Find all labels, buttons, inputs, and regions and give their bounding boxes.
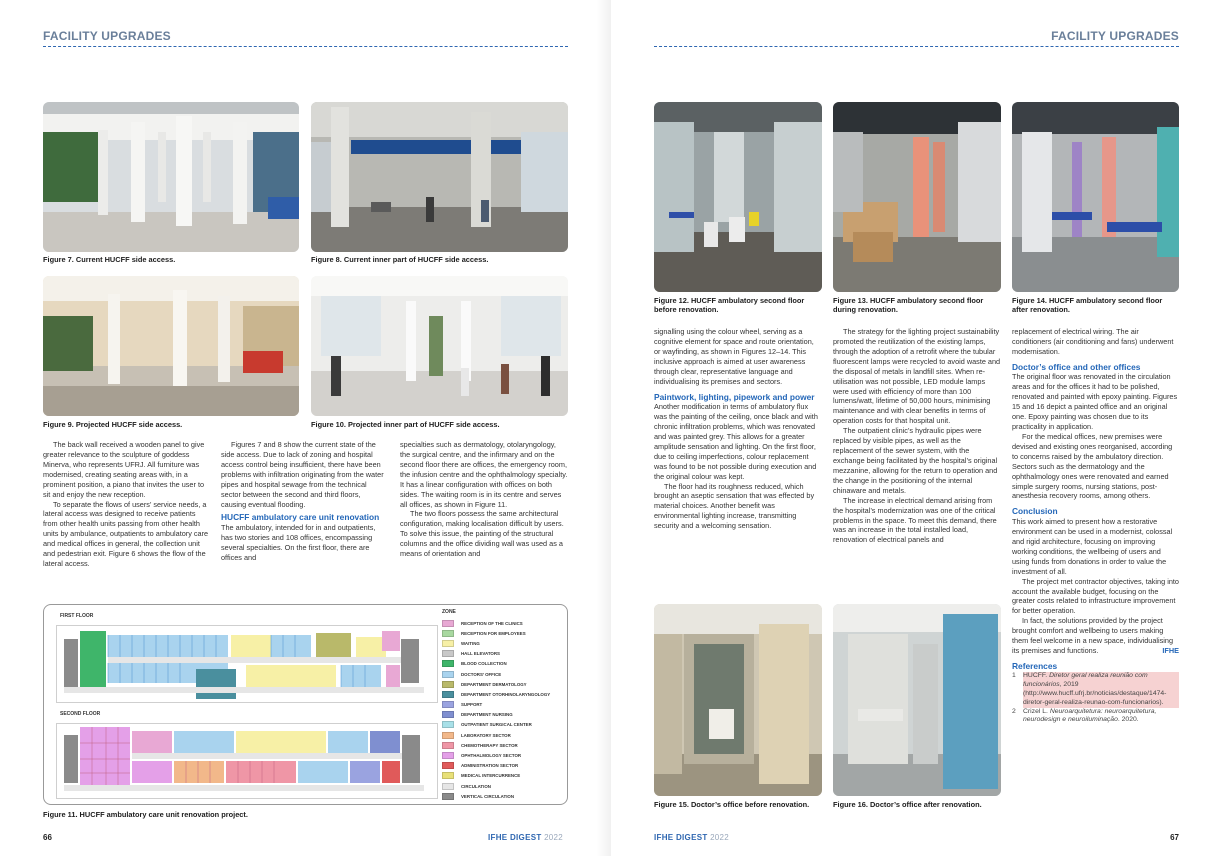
reference-item [1012, 708, 1179, 726]
figure-9-photo [43, 276, 299, 416]
legend-title: ZONE [442, 609, 456, 615]
paragraph: The two floors possess the same architectural configuration, making localisation difficult by users. To solve this issue, the painting of the structural columns and the office dividing wall was used as a means of orientation and [400, 509, 564, 559]
legend-label: BLOOD COLLECTION [461, 661, 507, 667]
section-heading: Conclusion [1012, 506, 1058, 517]
legend-row [442, 618, 567, 628]
paragraph [1012, 616, 1179, 656]
legend-label: DOCTORS’ OFFICE [461, 671, 502, 677]
figure-12-caption: Figure 12. HUCFF ambulatory second floor before renovation. [654, 296, 805, 315]
legend-row [442, 740, 567, 750]
section-title: FACILITY UPGRADES [1051, 29, 1179, 43]
figure-11-caption: Figure 11. HUCFF ambulatory care unit renovation project. [43, 810, 248, 819]
legend-row [442, 628, 567, 638]
legend-swatch [442, 772, 454, 779]
reference-details: , 2019 (http://www.hucff.ufrj.br/noticias/destaque/1474-diretor-geral-realiza-reunao-com-funcionarios). [1023, 680, 1167, 706]
legend-label: DEPARTMENT OTORHINOLARYNGOLOGY [461, 691, 551, 697]
legend-swatch [442, 742, 454, 749]
paragraph: This work aimed to present how a restorative environment can be used in a modernist, colossal and rigid architecture, focusing on improving working conditions, the wellbeing of users and using funds from donations in order to value the investment of all. [1012, 517, 1173, 576]
legend-swatch [442, 620, 454, 627]
zone-legend [442, 609, 567, 801]
legend-row [442, 791, 567, 801]
legend-row [442, 761, 567, 771]
page-number-left: 66 [43, 833, 52, 842]
right-column-1 [654, 327, 822, 531]
legend-swatch [442, 721, 454, 728]
figure-15-caption: Figure 15. Doctor’s office before renovation. [654, 800, 810, 809]
figure-7-photo [43, 102, 299, 252]
footer-brand-right [654, 833, 729, 842]
footer-brand-left [488, 833, 563, 842]
section-heading: Doctor’s office and other offices [1012, 361, 1141, 372]
legend-swatch [442, 711, 454, 718]
figure-10-photo [311, 276, 568, 416]
right-page [611, 0, 1222, 856]
legend-swatch [442, 660, 454, 667]
figure-8-caption: Figure 8. Current inner part of HUCFF side access. [311, 255, 489, 264]
legend-row [442, 689, 567, 699]
legend-row [442, 638, 567, 648]
legend-label: HALL ELEVATORS [461, 651, 500, 657]
legend-swatch [442, 783, 454, 790]
paragraph: Another modification in terms of ambulatory flux was the painting of the ceiling, once black and with chronic infiltration problems, which was renovated and was painted grey. This allows for a greater amplitude sensation and lighting. On the first floor, due to ceiling imperfections, colour replacement was found to be not possible during execution and the original colour was kept. [654, 402, 818, 481]
brand-year: 2022 [544, 833, 564, 842]
figure-11-floor-plan [43, 604, 568, 805]
reference-title: Neuroarquitetura: neuroarquitetura, neurodesign e neuroiluminação [1023, 707, 1157, 724]
figure-12-photo [654, 102, 822, 292]
legend-label: OPHTHALMOLOGY SECTOR [461, 753, 522, 759]
legend-row [442, 781, 567, 791]
figure-7-caption: Figure 7. Current HUCFF side access. [43, 255, 176, 264]
legend-swatch [442, 701, 454, 708]
paragraph: The ambulatory, intended for in and outpatients, has two stories and 108 offices, encompassing several specialties. On the first floor, there are offices and [221, 523, 376, 562]
references [1012, 662, 1179, 725]
paragraph-text: In fact, the solutions provided by the project brought comfort and wellbeing to users making them feel welcome in a new space, individualising its premises and functions. [1012, 616, 1174, 656]
section-title: FACILITY UPGRADES [43, 29, 171, 43]
legend-row [442, 700, 567, 710]
legend-row [442, 730, 567, 740]
legend-swatch [442, 793, 454, 800]
reference-text[interactable] [1023, 672, 1179, 708]
legend-label: ADMINISTRATION SECTOR [461, 763, 519, 769]
left-column-2 [221, 440, 387, 563]
legend-swatch [442, 630, 454, 637]
legend-label: SUPPORT [461, 702, 483, 708]
legend-label: DEPARTMENT DERMATOLOGY [461, 681, 527, 687]
first-floor-plan [56, 625, 438, 703]
paragraph: The increase in electrical demand arising from the hospital’s modernization was one of the critical problems in the space. To meet this demand, there was an increase in the total installed load, renovation of electrical panels and [833, 495, 997, 545]
references-heading: References [1012, 660, 1058, 671]
reference-text [1023, 708, 1179, 726]
article-signature: IFHE [1162, 646, 1179, 656]
figure-10-caption: Figure 10. Projected inner part of HUCFF side access. [311, 420, 500, 429]
paragraph: The project met contractor objectives, taking into account the available budget, focusing on the greater costs related to infrastructure improvement for better operation. [1012, 576, 1179, 616]
figure-8-photo [311, 102, 568, 252]
figure-15-photo [654, 604, 822, 796]
legend-swatch [442, 752, 454, 759]
legend-swatch [442, 640, 454, 647]
legend-swatch [442, 691, 454, 698]
header-rule [43, 46, 568, 47]
paragraph: The back wall received a wooden panel to give greater relevance to the sculpture of goddess Minerva, who represents UFRJ. All furniture was modernised, creating seating areas with, in a prominent position, a piano that invites the user to sit and enjoy the new reception. [43, 440, 205, 499]
legend-row [442, 669, 567, 679]
reference-details: . 2020. [1117, 716, 1139, 724]
section-heading: HUCFF ambulatory care unit renovation [221, 512, 380, 523]
paragraph: signalling using the colour wheel, serving as a cognitive element for space and route orientation, or wayfinding, as shown in Figures 12–14. This inclusive approach is aimed at user awareness through clear, representative language and individualising its premises and sectors. [654, 327, 814, 386]
paragraph: The original floor was renovated in the circulation areas and for the offices it had to be polished, renovated and painted with epoxy painting. Figures 15 and 16 depict a painted office and an original one. Epoxy painting was chosen due to its practicality in application. [1012, 372, 1178, 432]
paragraph: To separate the flows of users’ service needs, a lateral access was designed to receive patients from other health units passing from other health units by ambulance, outpatients to ambulatory care and medical offices in general, the collection unit and pedestrian exit. Figure 6 shows the flow of the lateral access. [43, 499, 209, 569]
paragraph: replacement of electrical wiring. The air conditioners (air conditioning and fans) underwent modernisation. [1012, 327, 1174, 356]
figure-9-caption: Figure 9. Projected HUCFF side access. [43, 420, 183, 429]
brand-name: IFHE DIGEST [488, 833, 542, 842]
legend-row [442, 771, 567, 781]
legend-swatch [442, 650, 454, 657]
brand-name: IFHE DIGEST [654, 833, 708, 842]
legend-swatch [442, 762, 454, 769]
paragraph: The floor had its roughness reduced, which brought an aseptic sensation that was effected by material choices. Another benefit was environmental lighting increase, transmitting security and a welcoming sensation. [654, 481, 815, 531]
reference-title: Diretor geral realiza reunião com funcionários [1023, 671, 1148, 688]
figure-13-caption: Figure 13. HUCFF ambulatory second floor during renovation. [833, 296, 984, 315]
first-floor-label: FIRST FLOOR [60, 613, 94, 619]
legend-row [442, 720, 567, 730]
legend-label: LABORATORY SECTOR [461, 732, 511, 738]
header-rule [654, 46, 1179, 47]
legend-label: OUTPATIENT SURGICAL CENTER [461, 722, 532, 728]
reference-author: Crizel L. [1023, 707, 1050, 715]
figure-14-caption: Figure 14. HUCFF ambulatory second floor after renovation. [1012, 296, 1163, 315]
legend-label: CHEMOTHERAPY SECTOR [461, 742, 518, 748]
paragraph: The outpatient clinic’s hydraulic pipes were replaced by visible pipes, as well as the replacement of the sewer system, with the exchange being facilitated by the hospital’s original mezzanine, allowing for the return to operation and the change in the positioning of the internal chinaware and metals. [833, 426, 998, 495]
legend-label: VERTICAL CIRCULATION [461, 793, 515, 799]
left-column-1 [43, 440, 209, 569]
legend-swatch [442, 732, 454, 739]
brand-year: 2022 [710, 833, 730, 842]
legend-label: RECEPTION OF THE CLINICS [461, 620, 523, 626]
figure-16-photo [833, 604, 1001, 796]
section-heading: Paintwork, lighting, pipework and power [654, 391, 815, 402]
legend-label: DEPARTMENT NURSING [461, 712, 513, 718]
right-column-2 [833, 327, 1001, 545]
legend-row [442, 649, 567, 659]
legend-label: CIRCULATION [461, 783, 491, 789]
paragraph: For the medical offices, new premises were devised and existing ones reorganised, according to concerns raised by the ambulatory direction. Sectors such as the dermatology and the ophthalmology ones were renovated and earned simple surgery rooms, nursing stations, post-anesthesia recovery rooms, among others. [1012, 431, 1173, 501]
legend-row [442, 679, 567, 689]
figure-13-photo [833, 102, 1001, 292]
reference-number: 2 [1012, 707, 1016, 715]
second-floor-plan [56, 723, 438, 799]
legend-label: MEDICAL INTERCURRENCE [461, 773, 521, 779]
legend-row [442, 750, 567, 760]
reference-number: 1 [1012, 671, 1016, 679]
legend-swatch [442, 681, 454, 688]
legend-swatch [442, 671, 454, 678]
figure-16-caption: Figure 16. Doctor’s office after renovation. [833, 800, 982, 809]
paragraph: specialties such as dermatology, otolaryngology, the surgical centre, and the infirmary and on the second floor there are offices, the emergency room, the infusion centre and the ophthalmology specialty. It has a linear configuration with offices on both sides. The waiting room is in its centre and serves all offices, as shown in Figure 11. [400, 440, 568, 509]
legend-label: RECEPTION FOR EMPLOYEES [461, 630, 526, 636]
reference-item [1012, 672, 1179, 708]
left-column-3 [400, 440, 568, 559]
legend-label: WAITING [461, 640, 480, 646]
reference-author: HUCFF. [1023, 671, 1050, 679]
paragraph: The strategy for the lighting project sustainability promoted the reutilization of the existing lamps, through the adoption of a retrofit where the tubular fluorescent lamps were recycled to avoid waste and the disposal of metals in landfill sites. When re-utilisation was not possible, LED module lamps were used with efficiency of more than 100 lumens/watt, lifetime of 50,000 hours, minimising maintenance and with clear benefits in terms of operation costs for that hospital unit. [833, 327, 1001, 426]
legend-row [442, 659, 567, 669]
second-floor-label: SECOND FLOOR [60, 711, 101, 717]
right-column-3 [1012, 327, 1179, 725]
legend-row [442, 710, 567, 720]
figure-14-photo [1012, 102, 1179, 292]
paragraph: Figures 7 and 8 show the current state of the side access. Due to lack of zoning and hospital access control being insufficient, there have been problems with infiltration originating from the water pipes and hospital sewage from the technical sector between the second and third floors, causing eventual flooding. [221, 440, 384, 509]
page-number-right: 67 [1170, 833, 1179, 842]
